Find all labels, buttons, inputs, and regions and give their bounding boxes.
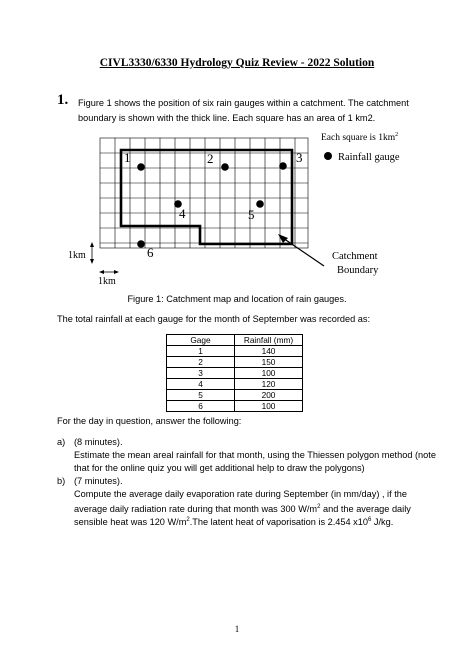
gauge-5-marker: [256, 200, 264, 208]
document-title: CIVL3330/6330 Hydrology Quiz Review - 2022 Solution: [99, 57, 375, 69]
rainfall-table: [166, 334, 303, 412]
cell-gage: 2: [167, 357, 235, 368]
vertical-scale-label: 1km: [68, 250, 86, 261]
part-b-time: (7 minutes).: [74, 476, 123, 486]
question-number: 1.: [57, 92, 69, 108]
cell-rainfall: 120: [235, 379, 303, 390]
gauge-6-label: 6: [147, 245, 154, 260]
cell-rainfall: 100: [235, 401, 303, 412]
part-a-time: (8 minutes).: [74, 437, 123, 447]
part-b-line-3c: J/kg.: [371, 517, 394, 528]
part-b-line-2a: average daily radiation rate during that month was 300 W/m: [74, 504, 318, 515]
part-b-line-1: Compute the average daily evaporation rate during September (in mm/day) , if the: [74, 489, 407, 499]
boundary-label-2: Boundary: [337, 265, 379, 276]
figure-caption: Figure 1: Catchment map and location of rain gauges.: [127, 294, 347, 304]
table-row: [167, 379, 303, 390]
cell-rainfall: 140: [235, 346, 303, 357]
part-a-line-2: that for the online quiz you will get additional help to draw the polygons): [74, 463, 365, 473]
cell-rainfall: 150: [235, 357, 303, 368]
part-a-label: a): [57, 437, 66, 447]
gauge-2-label: 2: [207, 151, 214, 166]
page-number: 1: [234, 624, 240, 634]
header-gage: Gage: [167, 335, 235, 346]
part-a-line-1: Estimate the mean areal rainfall for that month, using the Thiessen polygon method (note: [74, 450, 436, 460]
square-area-label: Each square is $1km^2$: [321, 132, 399, 143]
cell-gage: 5: [167, 390, 235, 401]
legend-label: Rainfall gauge: [338, 152, 400, 163]
part-b-line-3: [74, 514, 393, 530]
header-rainfall: Rainfall (mm): [235, 335, 303, 346]
gauge-6-marker: [137, 240, 145, 248]
cell-gage: 4: [167, 379, 235, 390]
grid: [100, 138, 308, 248]
superscript-2: 2: [317, 504, 321, 510]
boundary-pointer: [280, 236, 324, 266]
horizontal-scale-label: 1km: [98, 276, 116, 286]
table-row: [167, 368, 303, 379]
cell-gage: 1: [167, 346, 235, 357]
boundary-label-1: Catchment: [332, 251, 378, 262]
question-text: Figure 1 shows the position of six rain gauges within a catchment. The catchment boundary is shown with the thick line. Each square has an area of 1 km2.: [78, 98, 409, 123]
cell-gage: 6: [167, 401, 235, 412]
table-row: [167, 390, 303, 401]
cell-rainfall: 100: [235, 368, 303, 379]
table-row: [167, 346, 303, 357]
cell-rainfall: 200: [235, 390, 303, 401]
part-b-label: b): [57, 476, 66, 486]
gauge-1-marker: [137, 163, 145, 171]
superscript-2b: 2: [186, 517, 190, 523]
gauge-1-label: 1: [124, 150, 131, 165]
table-intro: The total rainfall at each gauge for the month of September was recorded as:: [57, 314, 371, 324]
cell-gage: 3: [167, 368, 235, 379]
catchment-figure: [66, 128, 406, 286]
for-day-text: For the day in question, answer the following:: [57, 416, 242, 426]
part-b-line-2b: and the average daily: [320, 504, 411, 515]
gauge-4-label: 4: [179, 206, 186, 221]
table-row: [167, 401, 303, 412]
gauge-3-label: 3: [296, 150, 303, 165]
table-header-row: [167, 335, 303, 346]
gauge-3-marker: [279, 162, 287, 170]
legend-gauge-icon: [324, 152, 332, 160]
superscript-6: 6: [367, 517, 372, 523]
table-row: [167, 357, 303, 368]
part-b-line-3b: .The latent heat of vaporisation is 2.454 x10: [189, 517, 368, 528]
part-b-line-3a: sensible heat was 120 W/m: [74, 517, 187, 528]
gauge-2-marker: [221, 163, 229, 171]
gauge-5-label: 5: [248, 207, 255, 222]
boundary-arrowhead: [278, 234, 288, 243]
